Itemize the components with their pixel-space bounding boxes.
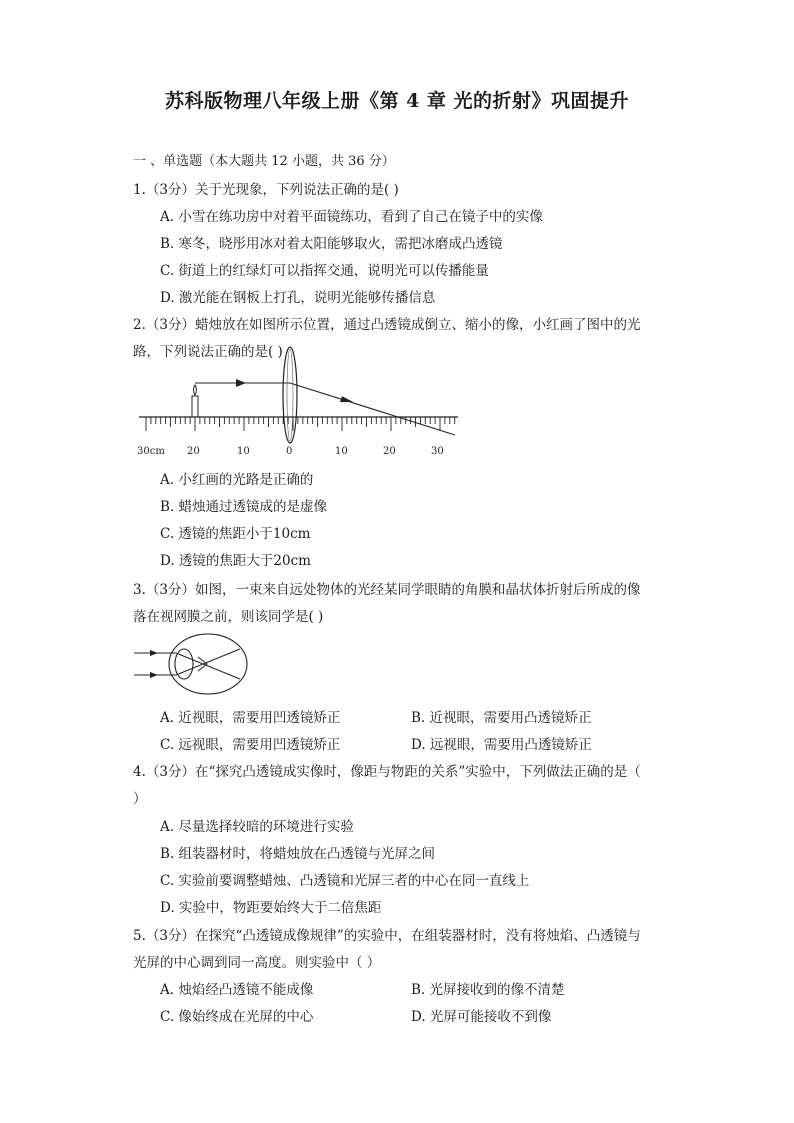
ruler-label-30-right: 30 (431, 446, 444, 457)
question-1-option-c: C. 街道上的红绿灯可以指挥交通，说明光可以传播能量 (160, 263, 489, 279)
section-heading: 一 、单选题（本大题共 12 小题，共 36 分） (133, 154, 395, 169)
question-1-stem: 1.（3分）关于光现象，下列说法正确的是( ) (133, 182, 399, 198)
question-4-option-a: A. 尽量选择较暗的环境进行实验 (160, 819, 354, 835)
candle-icon (192, 385, 198, 417)
question-4-stem-line-2: ） (133, 791, 147, 807)
question-4-option-d: D. 实验中，物距要始终大于二倍焦距 (160, 900, 382, 916)
question-5-option-c: C. 像始终成在光屏的中心 (160, 1009, 314, 1025)
eye-diagram (134, 634, 247, 694)
question-5-stem-line-1: 5.（3分）在探究“凸透镜成像规律”的实验中，在组装器材时，没有将烛焰、凸透镜与 (133, 928, 641, 944)
question-4-option-c: C. 实验前要调整蜡烛、凸透镜和光屏三者的中心在同一直线上 (160, 873, 530, 889)
question-3-option-c: C. 远视眼，需要用凹透镜矫正 (160, 737, 341, 753)
ruler-label-20-right: 20 (383, 446, 396, 457)
question-5-stem-line-2: 光屏的中心调到同一高度。则实验中（ ） (133, 955, 381, 971)
question-5-option-a: A. 烛焰经凸透镜不能成像 (160, 982, 314, 998)
light-ray (195, 379, 455, 435)
ruler-ticks (146, 417, 455, 431)
question-3-stem-line-2: 落在视网膜之前，则该同学是( ) (133, 609, 324, 625)
question-4-stem-line-1: 4.（3分）在“探究凸透镜成实像时，像距与物距的关系”实验中，下列做法正确的是（ (133, 764, 641, 780)
question-3-option-d: D. 远视眼，需要用凸透镜矫正 (411, 737, 592, 753)
ruler-label-10-right: 10 (335, 446, 348, 457)
question-3-stem-line-1: 3.（3分）如图，一束来自远处物体的光经某同学眼睛的角膜和晶状体折射后所成的像 (133, 582, 641, 598)
question-2-option-d: D. 透镜的焦距大于20cm (160, 553, 311, 569)
ruler-label-10-left: 10 (237, 446, 250, 457)
question-4-option-b: B. 组装器材时，将蜡烛放在凸透镜与光屏之间 (160, 846, 436, 862)
question-1-option-a: A. 小雪在练功房中对着平面镜练功，看到了自己在镜子中的实像 (160, 209, 543, 225)
page-title: 苏科版物理八年级上册《第 4 章 光的折射》巩固提升 (164, 90, 630, 112)
question-2-stem-line-1: 2.（3分）蜡烛放在如图所示位置，通过凸透镜成倒立、缩小的像，小红画了图中的光 (133, 317, 641, 333)
question-3-option-a: A. 近视眼，需要用凹透镜矫正 (160, 710, 341, 726)
ruler-label-20-left: 20 (187, 446, 200, 457)
question-2-option-a: A. 小红画的光路是正确的 (160, 472, 314, 488)
question-2-stem-line-2: 路，下列说法正确的是( ) (133, 344, 283, 360)
ruler-label-0: 0 (286, 446, 293, 457)
question-2-option-c: C. 透镜的焦距小于10cm (160, 526, 311, 542)
question-1-option-b: B. 寒冬，晓彤用冰对着太阳能够取火，需把冰磨成凸透镜 (160, 236, 503, 252)
question-2-option-b: B. 蜡烛通过透镜成的是虚像 (160, 499, 328, 515)
question-1-option-d: D. 激光能在钢板上打孔，说明光能够传播信息 (160, 290, 436, 306)
ruler-label-30cm-left: 30cm (137, 446, 165, 457)
question-5-option-b: B. 光屏接收到的像不清楚 (411, 982, 565, 998)
convex-lens (283, 347, 297, 443)
eyeball (169, 634, 247, 694)
question-5-option-d: D. 光屏可能接收不到像 (411, 1009, 552, 1025)
question-3-option-b: B. 近视眼，需要用凸透镜矫正 (411, 710, 592, 726)
